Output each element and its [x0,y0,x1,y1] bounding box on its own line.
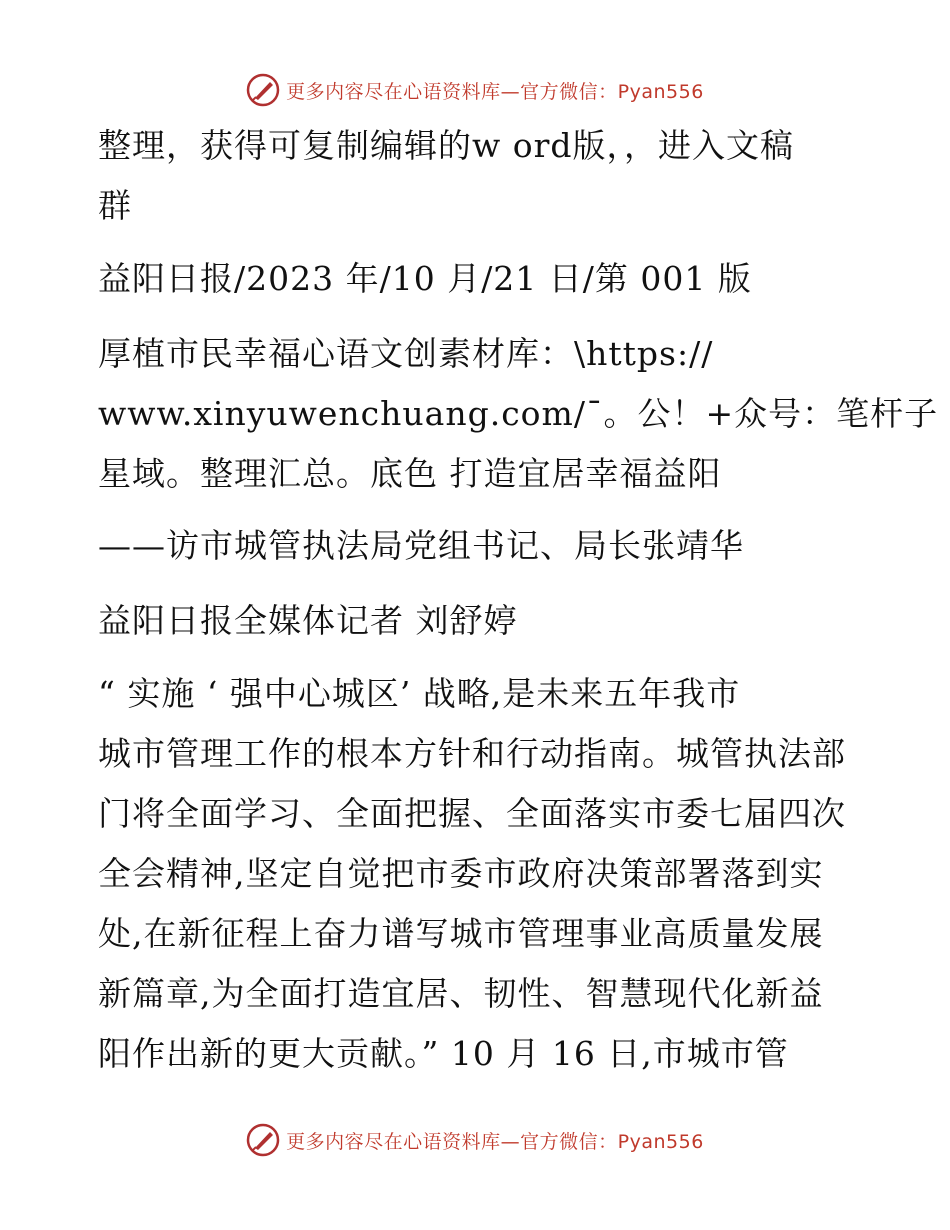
banner-text: 更多内容尽在心语资料库—官方微信：Pyan556 [286,80,704,103]
text-line: 厚植市民幸福心语文创素材库：\https:// [98,334,714,373]
quill-logo-icon [246,1123,280,1157]
banner-text: 更多内容尽在心语资料库—官方微信：Pyan556 [286,1130,704,1153]
header-banner [0,70,950,110]
text-line: 阳作出新的更大贡献。” 10 月 16 日,市城市管 [98,1034,789,1073]
text-line: 处,在新征程上奋力谱写城市管理事业高质量发展 [98,914,824,953]
text-line: 新篇章,为全面打造宜居、韧性、智慧现代化新益 [98,974,824,1013]
text-line: 益阳日报/2023 年/10 月/21 日/第 001 版 [98,259,752,298]
text-line: 全会精神,坚定自觉把市委市政府决策部署落到实 [98,854,824,893]
text-line: www.xinyuwenchuang.com/¯。公！+众号：笔杆子 [98,394,939,433]
text-line: ——访市城管执法局党组书记、局长张靖华 [98,526,744,565]
text-line: 星域。整理汇总。底色 打造宜居幸福益阳 [98,454,722,493]
text-line: 整理，获得可复制编辑的w ord版，，进入文稿 [98,126,795,165]
text-line: 城市管理工作的根本方针和行动指南。城管执法部 [98,734,846,773]
text-line: “ 实施 ‘ 强中心城区’ 战略,是未来五年我市 [98,674,741,713]
quill-logo-icon [246,73,280,107]
text-line: 群 [98,186,132,225]
text-line: 益阳日报全媒体记者 刘舒婷 [98,601,518,640]
footer-banner [0,1120,950,1160]
text-line: 门将全面学习、全面把握、全面落实市委七届四次 [98,794,846,833]
